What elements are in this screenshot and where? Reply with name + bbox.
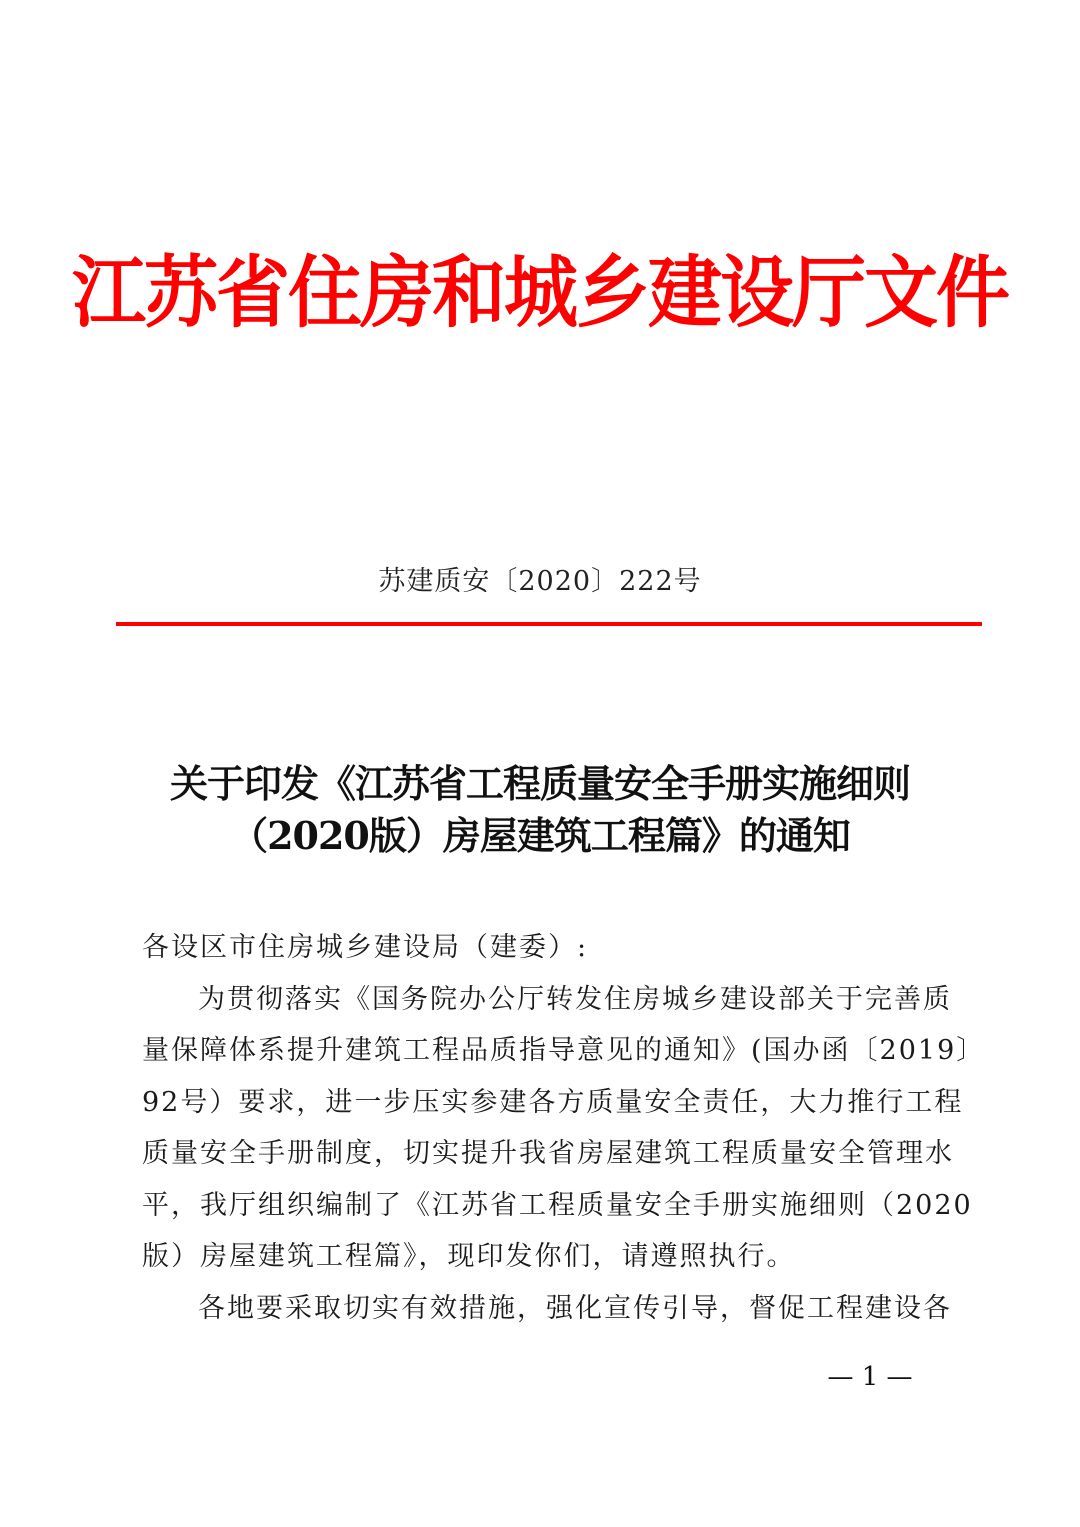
title-line-2: （2020版）房屋建筑工程篇》的通知 bbox=[230, 813, 850, 858]
body-line-2: 量保障体系提升建筑工程品质指导意见的通知》(国办函〔2019〕 bbox=[142, 1035, 986, 1066]
body-line-1: 为贯彻落实《国务院办公厅转发住房城乡建设部关于完善质 bbox=[198, 983, 952, 1015]
page-number: — 1 — bbox=[827, 1362, 913, 1392]
salutation: 各设区市住房城乡建设局（建委）: bbox=[142, 932, 589, 963]
document-body bbox=[142, 922, 986, 1334]
body-line-7: 各地要采取切实有效措施，强化宣传引导，督促工程建设各 bbox=[198, 1292, 952, 1324]
document-title bbox=[100, 758, 980, 862]
issuing-organization-header: 江苏省住房和城乡建设厅文件 bbox=[72, 247, 1008, 339]
document-number: 苏建质安〔2020〕222号 bbox=[378, 566, 702, 597]
body-line-4: 质量安全手册制度，切实提升我省房屋建筑工程质量安全管理水 bbox=[142, 1138, 954, 1169]
body-line-6: 版）房屋建筑工程篇》，现印发你们，请遵照执行。 bbox=[142, 1241, 796, 1272]
title-line-1: 关于印发《江苏省工程质量安全手册实施细则 bbox=[169, 761, 910, 806]
body-line-5: 平，我厅组织编制了《江苏省工程质量安全手册实施细则（2020 bbox=[142, 1189, 973, 1221]
red-divider-rule bbox=[116, 622, 982, 626]
body-line-3: 92号）要求，进一步压实参建各方质量安全责任，大力推行工程 bbox=[142, 1086, 964, 1118]
